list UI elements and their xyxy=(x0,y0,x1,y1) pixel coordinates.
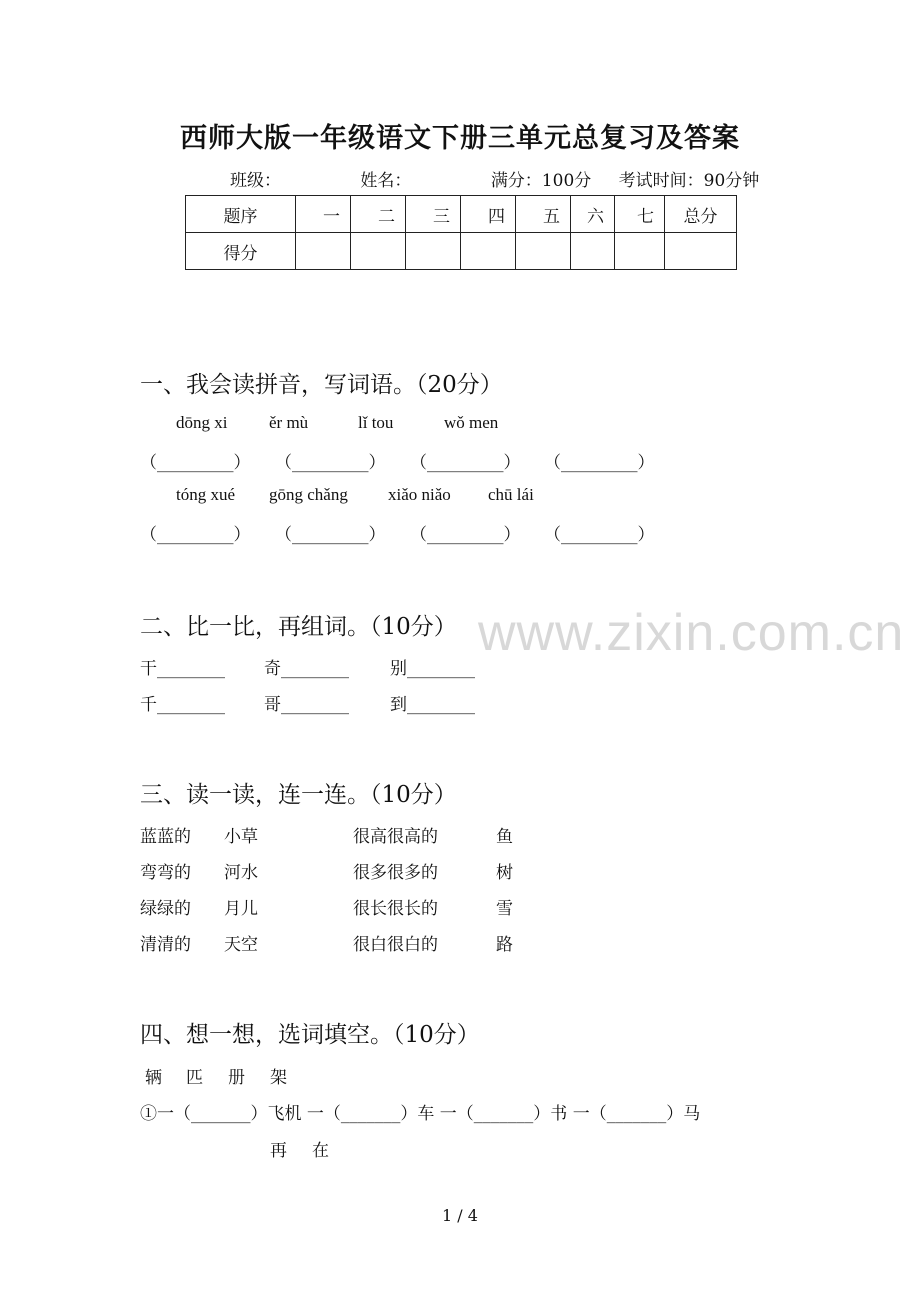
score-cell[interactable] xyxy=(516,233,571,270)
section2-heading: 二、比一比，再组词。（10分） xyxy=(140,614,457,640)
score-cell[interactable] xyxy=(296,233,351,270)
section4-heading: 四、想一想，选词填空。（10分） xyxy=(140,1022,480,1048)
score-cell[interactable] xyxy=(461,233,516,270)
compose-word-item[interactable]: 哥________ xyxy=(264,695,349,715)
exam-time: 考试时间：90分钟 xyxy=(618,171,760,191)
match-word: 鱼 xyxy=(496,827,513,847)
score-header-cell: 五 xyxy=(516,196,571,233)
score-table-row xyxy=(186,233,737,270)
answer-blank[interactable]: （_________） xyxy=(544,525,655,545)
score-header-cell: 二 xyxy=(351,196,406,233)
score-header-cell: 一 xyxy=(296,196,351,233)
answer-blank[interactable]: （_________） xyxy=(544,453,655,473)
pinyin: dōng xi xyxy=(176,413,228,432)
word-option: 再 xyxy=(270,1141,287,1161)
pinyin: xiǎo niǎo xyxy=(388,485,451,504)
pinyin: chū lái xyxy=(488,485,534,504)
compose-word-item[interactable]: 干________ xyxy=(140,659,225,679)
match-word: 很多很多的 xyxy=(353,863,438,883)
pinyin: gōng chǎng xyxy=(269,485,348,504)
full-score: 满分：100分 xyxy=(490,171,592,191)
score-cell[interactable] xyxy=(406,233,461,270)
pinyin: tóng xué xyxy=(176,485,236,504)
answer-blank[interactable]: （_________） xyxy=(410,525,521,545)
word-option: 架 xyxy=(270,1068,287,1088)
match-word: 小草 xyxy=(224,827,258,847)
score-row-label: 得分 xyxy=(186,233,296,270)
section3-heading: 三、读一读，连一连。（10分） xyxy=(140,782,457,808)
match-word: 蓝蓝的 xyxy=(140,827,191,847)
compose-word-item[interactable]: 千________ xyxy=(140,695,225,715)
answer-blank[interactable]: （_________） xyxy=(140,453,251,473)
match-word: 路 xyxy=(496,935,513,955)
page-number: 1 / 4 xyxy=(442,1206,478,1225)
score-cell[interactable] xyxy=(571,233,615,270)
match-word: 雪 xyxy=(496,899,513,919)
match-word: 绿绿的 xyxy=(140,899,191,919)
match-word: 很白很白的 xyxy=(353,935,438,955)
exam-info xyxy=(230,166,781,191)
compose-word-item[interactable]: 别________ xyxy=(390,659,475,679)
class-label: 班级： xyxy=(230,171,281,191)
score-table xyxy=(185,195,737,270)
score-table-header-row xyxy=(186,196,737,233)
score-header-cell: 三 xyxy=(406,196,461,233)
score-cell[interactable] xyxy=(665,233,737,270)
score-header-cell: 题序 xyxy=(186,196,296,233)
word-option: 辆 xyxy=(145,1068,162,1088)
match-word: 天空 xyxy=(224,935,258,955)
pinyin: wǒ men xyxy=(444,413,499,432)
watermark: www.zixin.com.cn xyxy=(478,604,905,662)
match-word: 月儿 xyxy=(224,899,258,919)
answer-blank[interactable]: （_________） xyxy=(275,525,386,545)
answer-blank[interactable]: （_________） xyxy=(410,453,521,473)
match-word: 河水 xyxy=(224,863,258,883)
score-header-cell: 六 xyxy=(571,196,615,233)
answer-blank[interactable]: （_________） xyxy=(275,453,386,473)
fill-in-question[interactable]: ①一（_______）飞机 一（_______）车 一（_______）书 一（_______）马 xyxy=(140,1104,701,1124)
document-title: 西师大版一年级语文下册三单元总复习及答案 xyxy=(180,123,740,154)
score-header-cell: 七 xyxy=(615,196,665,233)
answer-blank[interactable]: （_________） xyxy=(140,525,251,545)
match-word: 树 xyxy=(496,863,513,883)
score-cell[interactable] xyxy=(351,233,406,270)
pinyin: ěr mù xyxy=(269,413,309,432)
score-header-cell: 总分 xyxy=(665,196,737,233)
match-word: 很高很高的 xyxy=(353,827,438,847)
match-word: 很长很长的 xyxy=(353,899,438,919)
match-word: 弯弯的 xyxy=(140,863,191,883)
score-header-cell: 四 xyxy=(461,196,516,233)
word-option: 匹 xyxy=(186,1068,203,1088)
pinyin: lǐ tou xyxy=(358,413,394,432)
section1-heading: 一、我会读拼音，写词语。（20分） xyxy=(140,372,503,398)
match-word: 清清的 xyxy=(140,935,191,955)
compose-word-item[interactable]: 奇________ xyxy=(264,659,349,679)
compose-word-item[interactable]: 到________ xyxy=(390,695,475,715)
word-option: 册 xyxy=(228,1068,245,1088)
score-cell[interactable] xyxy=(615,233,665,270)
word-option: 在 xyxy=(312,1141,329,1161)
name-label: 姓名： xyxy=(360,171,412,191)
